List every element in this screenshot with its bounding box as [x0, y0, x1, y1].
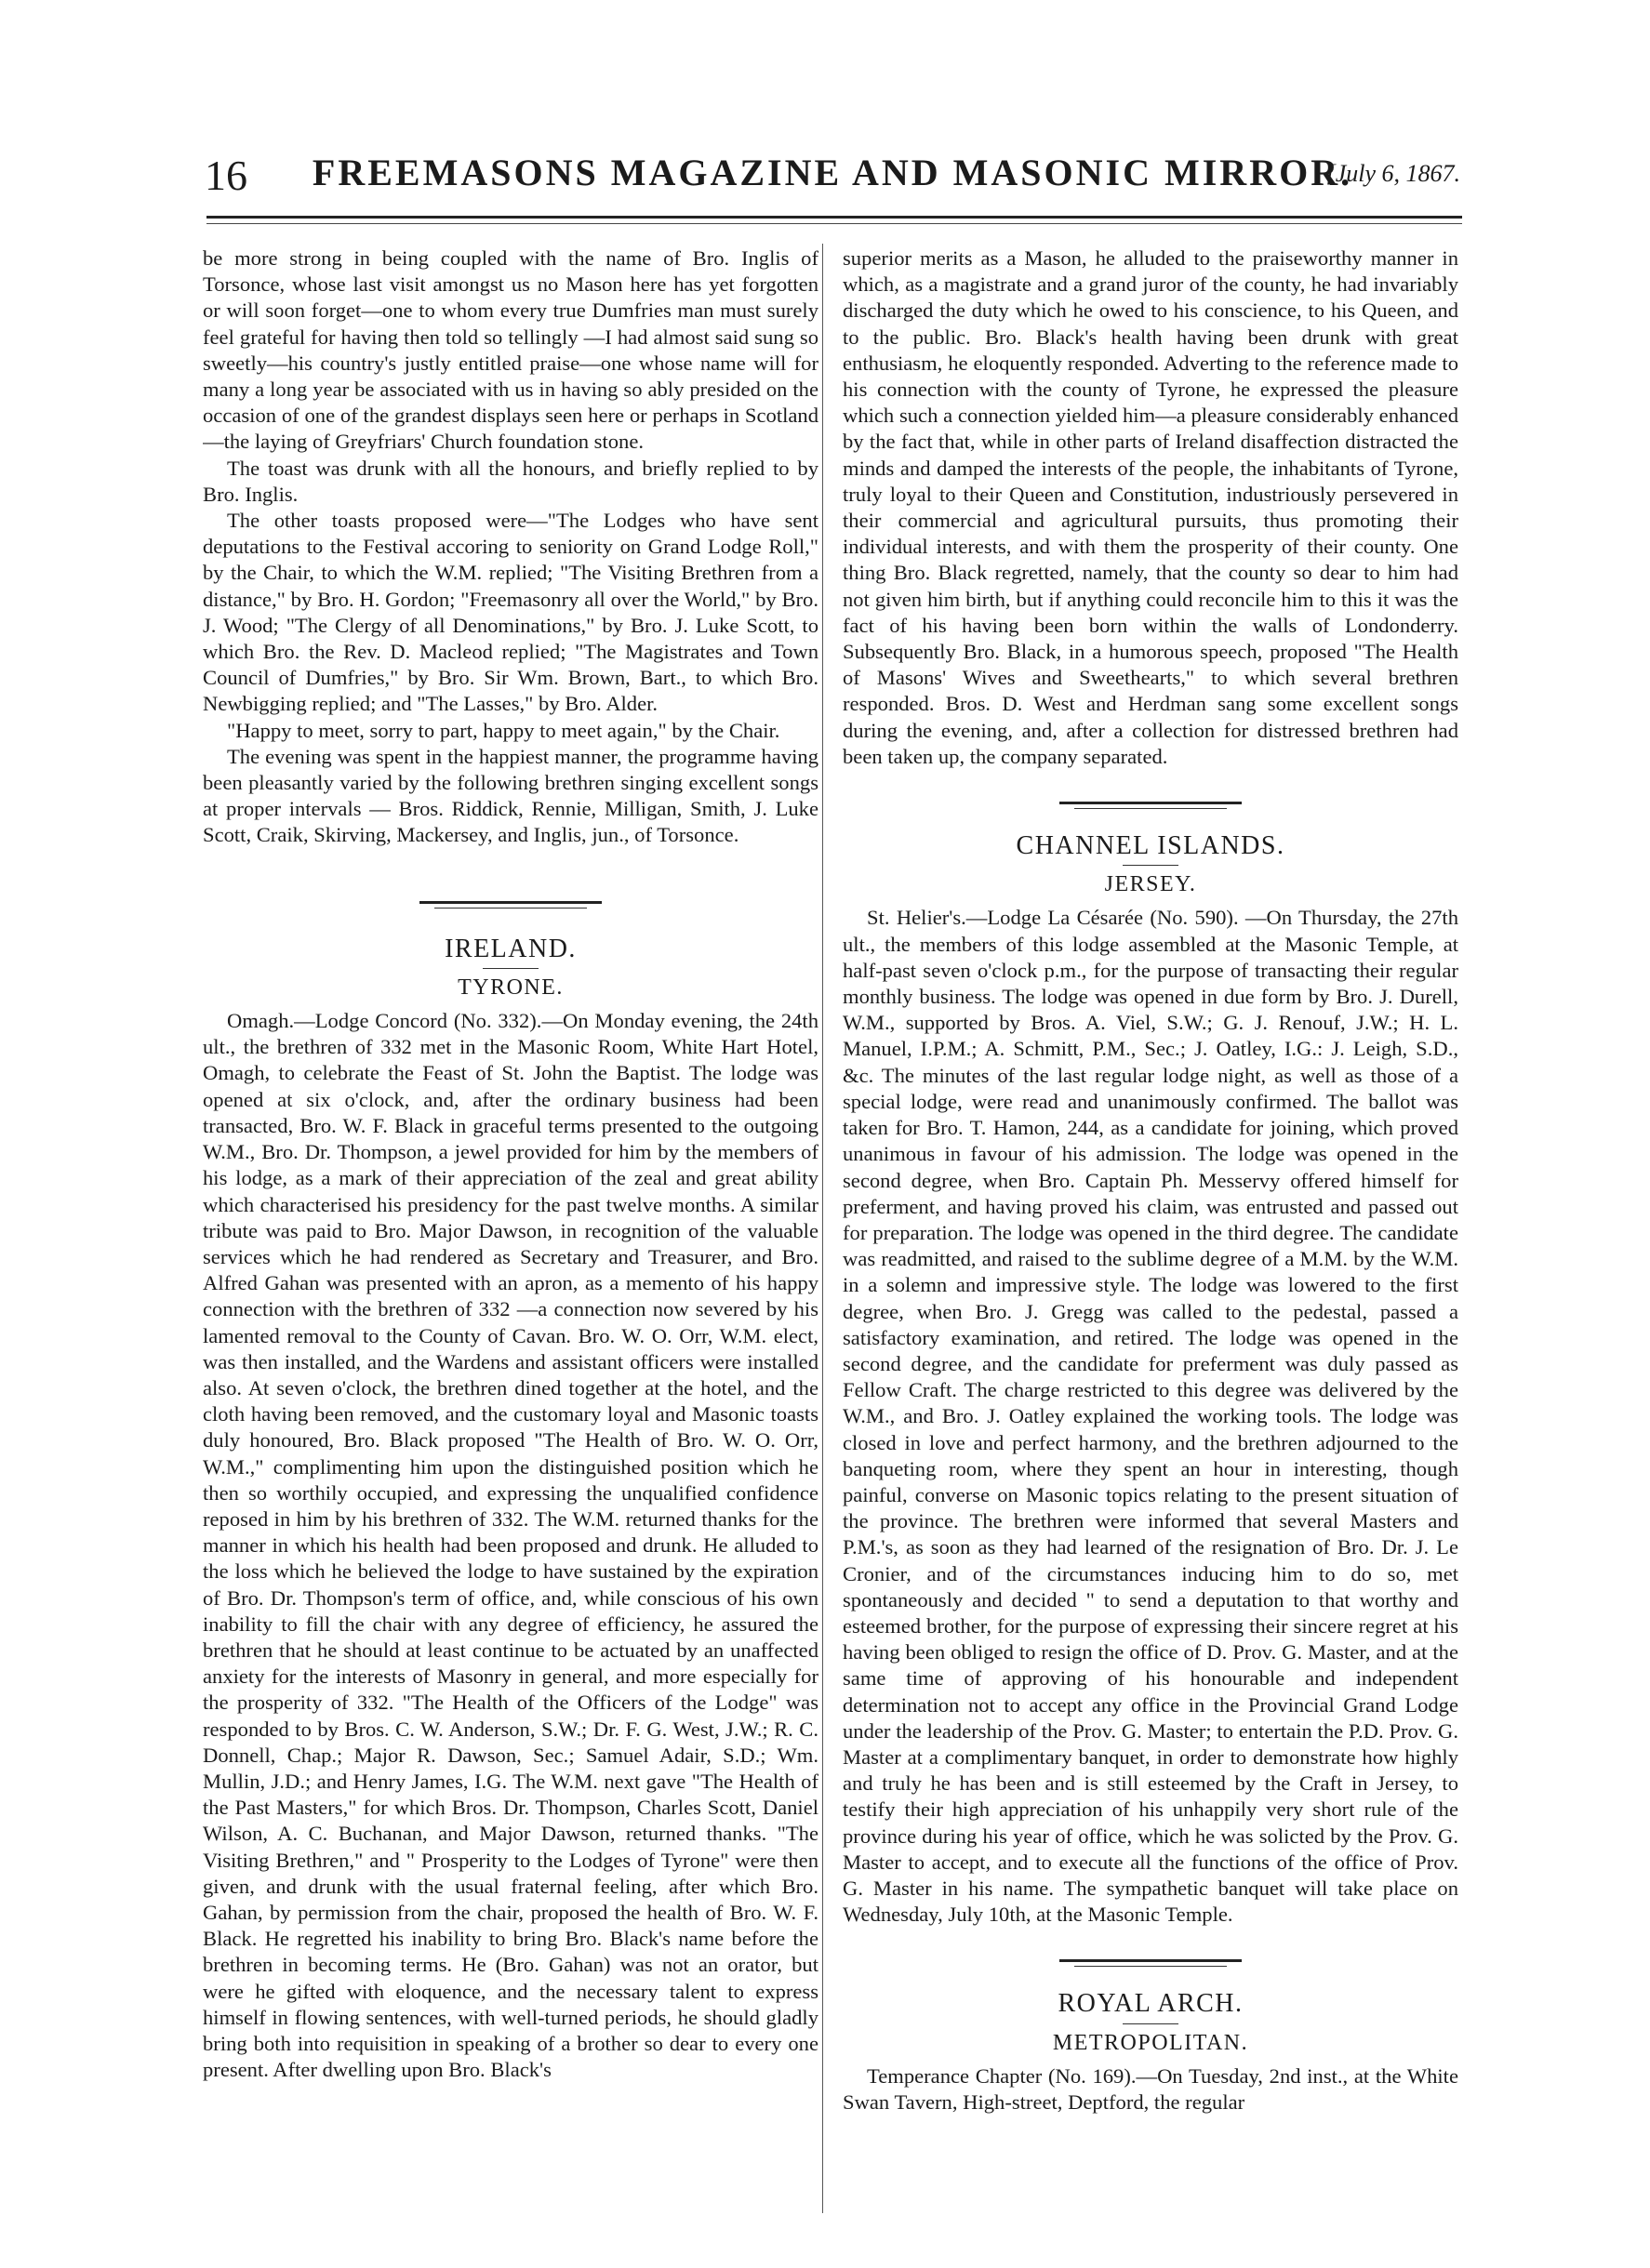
issue-date: [July 6, 1867. — [1325, 160, 1460, 187]
section-divider — [419, 901, 602, 909]
subheading-jersey: JERSEY. — [1104, 872, 1197, 897]
subheading-metropolitan: METROPOLITAN. — [1052, 2030, 1249, 2055]
short-rule — [483, 968, 539, 969]
paragraph: be more strong in being coupled with the name of Bro. Inglis of Torsonce, whose last visit amongst us no Mason here has yet forgotten or will soon forget—one to whom every true Dumfries man must surely feel grateful for having then told so tellingly —I had almost said sung so sweetly—his country's justly entitled praise—one whose name will for many a long year be associated with us in having so ably presided on the occasion of one of the grandest displays seen here or perhaps in Scotland —the laying of Greyfriars' Church foundation stone. — [203, 246, 818, 454]
column-divider — [822, 244, 823, 2213]
paragraph: St. Helier's.—Lodge La Césarée (No. 590). —On Thursday, the 27th ult., the members of this lodge assembled at the Masonic Temple, at half-past seven o'clock p.m., for the purpose of transacting their regular monthly business. The lodge was opened in due form by Bro. J. Durell, W.M., supported by Bros. A. Viel, S.W.; G. J. Renouf, J.W.; H. L. Manuel, I.P.M.; A. Schmitt, P.M., Sec.; J. Oatley, I.G.: J. Leigh, S.D., &c. The minutes of the last regular lodge night, as well as those of a special lodge, were read and unanimously confirmed. The ballot was taken for Bro. T. Hamon, 244, as a candidate for joining, which proved unanimous in favour of his admission. The lodge was opened in the second degree, when Bro. Captain Ph. Messervy offered himself for preferment, and having proved his claim, was entrusted and passed out for preparation. The lodge was opened in the third degree. The candidate was readmitted, and raised to the sublime degree of a M.M. by the W.M. in a solemn and impressive style. The lodge was lowered to the first degree, when Bro. J. Gregg was called to the pedestal, passed a satisfactory examination, and retired. The lodge was opened in the second degree, and the candidate for preferment was duly passed as Fellow Craft. The charge restricted to this degree was delivered by the W.M., and Bro. J. Oatley explained the working tools. The lodge was closed in love and perfect harmony, and the brethren adjourned to the banqueting room, where they spent an hour in interesting, though painful, converse on Masonic topics relating to the present situation of the province. The brethren were informed that several Masters and P.M.'s, as soon as they had learned of the resignation of Bro. Dr. J. Le Cronier, and of the circumstances inducing him to do so, met spontaneously and decided " to send a deputation to that worthy and esteemed brother, for the purpose of expressing their sincere regret at his having been obliged to resign the office of D. Prov. G. Master, and at the same time of approving of his honourable and independent determination not to accept any office in the Provincial Grand Lodge under the leadership of the Prov. G. Master; to entertain the P.D. Prov. G. Master at a complimentary banquet, in order to demonstrate how highly and truly he has been and is still esteemed by the Craft in Jersey, to testify their high appreciation of his unhappily very short rule of the province during his year of office, which he was solicted by the Prov. G. Master to accept, and to execute all the functions of the office of Prov. G. Master in his name. The sympathetic banquet will take place on Wednesday, July 10th, at the Masonic Temple. — [843, 906, 1458, 1927]
section-heading-ireland: IRELAND. — [445, 934, 577, 963]
page-header — [205, 139, 1460, 205]
section-heading-royal-arch: ROYAL ARCH. — [1058, 1989, 1244, 2019]
masthead-title: FREEMASONS MAGAZINE AND MASONIC MIRROR. — [312, 152, 1353, 193]
paragraph: The toast was drunk with all the honours, and briefly replied to by Bro. Inglis. — [203, 456, 818, 506]
section-divider — [1059, 802, 1242, 809]
left-column — [203, 245, 818, 2212]
paragraph: "Happy to meet, sorry to part, happy to meet again," by the Chair. — [227, 718, 780, 742]
paragraph: The other toasts proposed were—"The Lodges who have sent deputations to the Festival accoring to seniority on Grand Lodge Roll," by the Chair, to which the W.M. replied; "The Visiting Brethren from a distance," by Bro. H. Gordon; "Freemasonry all over the World," by Bro. J. Wood; "The Clergy of all Denominations," by Bro. J. Luke Scott, to which Bro. the Rev. D. Macleod replied; "The Magistrates and Town Council of Dumfries," by Bro. Sir Wm. Brown, Bart., to which Bro. Newbigging replied; and "The Lasses," by Bro. Alder. — [203, 509, 818, 716]
paragraph: Temperance Chapter (No. 169).—On Tuesday, 2nd inst., at the White Swan Tavern, High-street, Deptford, the regular — [843, 2063, 1458, 2114]
header-rule — [206, 216, 1462, 219]
header-rule-thin — [206, 223, 1462, 224]
paragraph: superior merits as a Mason, he alluded to the praiseworthy manner in which, as a magistrate and a grand juror of the county, he had invariably discharged the duty which he owed to his conscience, to his Queen, and to the public. Bro. Black's health having been drunk with great enthusiasm, he eloquently responded. Adverting to the reference made to his connection with the county of Tyrone, he expressed the pleasure which such a connection yielded him—a pleasure considerably enhanced by the fact that, while in other parts of Ireland disaffection distracted the minds and damped the interests of the people, the inhabitants of Tyrone, truly loyal to their Queen and Constitution, industriously persevered in their commercial and agricultural pursuits, thus promoting their individual interests, and with them the prosperity of their county. One thing Bro. Black regretted, namely, that the county so dear to him had not given him birth, but if anything could reconcile him to this it was the fact of his having been born within the walls of Londonderry. Subsequently Bro. Black, in a humorous speech, proposed "The Health of Masons' Wives and Sweethearts," to which several brethren responded. Bros. D. West and Herdman sang some excellent songs during the evening, and, after a collection for distressed brethren had been taken up, the company separated. — [843, 246, 1458, 768]
short-rule — [1123, 2023, 1178, 2024]
section-divider — [1059, 1959, 1242, 1967]
section-heading-channel-islands: CHANNEL ISLANDS. — [1016, 831, 1285, 861]
right-column — [843, 245, 1458, 2212]
page-number: 16 — [205, 152, 247, 199]
paragraph: Omagh.—Lodge Concord (No. 332).—On Monday evening, the 24th ult., the brethren of 332 met in the Masonic Room, White Hart Hotel, Omagh, to celebrate the Feast of St. John the Baptist. The lodge was opened at six o'clock, and, after the ordinary business had been transacted, Bro. W. F. Black in graceful terms presented to the outgoing W.M., Bro. Dr. Thompson, a jewel provided for him by the members of his lodge, as a mark of their appreciation of the zeal and great ability which characterised his presidency for the past twelve months. A similar tribute was paid to Bro. Major Dawson, in recognition of the valuable services which he had rendered as Secretary and Treasurer, and Bro. Alfred Gahan was presented with an apron, as a memento of his happy connection with the brethren of 332 —a connection now severed by his lamented removal to the County of Cavan. Bro. W. O. Orr, W.M. elect, was then installed, and the Wardens and assistant officers were installed also. At seven o'clock, the brethren dined together at the hotel, and the cloth having been removed, and the customary loyal and Masonic toasts duly honoured, Bro. Black proposed "The Health of Bro. W. O. Orr, W.M.," complimenting him upon the distinguished position which he then so worthily occupied, and expressing the unqualified confidence reposed in him by his brethren of 332. The W.M. returned thanks for the manner in which his health had been proposed and drunk. He alluded to the loss which he believed the lodge to have sustained by the expiration of Bro. Dr. Thompson's term of office, and, while conscious of his own inability to fill the chair with any degree of efficiency, he assured the brethren that he should at least continue to be actuated by an unaffected anxiety for the interests of Masonry in general, and more especially for the prosperity of 332. "The Health of the Officers of the Lodge" was responded to by Bros. C. W. Anderson, S.W.; Dr. F. G. West, J.W.; R. C. Donnell, Chap.; Major R. Dawson, Sec.; Samuel Adair, S.D.; Wm. Mullin, J.D.; and Henry James, I.G. The W.M. next gave "The Health of the Past Masters," for which Bros. Dr. Thompson, Charles Scott, Daniel Wilson, A. C. Buchanan, and Major Dawson, returned thanks. "The Visiting Brethren," and " Prosperity to the Lodges of Tyrone" were then given, and drunk with the usual fraternal feeling, after which Bro. Gahan, by permission from the chair, proposed the health of Bro. W. F. Black. He regretted his inability to bring Bro. Black's name before the brethren in becoming terms. He (Bro. Gahan) was not an orator, but were he gifted with eloquence, and the necessary talent to express himself in flowing sentences, with well-turned periods, he should gladly bring both into requisition in speaking of a brother so dear to every one present. After dwelling upon Bro. Black's — [203, 1009, 818, 2082]
subheading-tyrone: TYRONE. — [458, 975, 564, 1000]
short-rule — [1123, 865, 1178, 866]
paragraph: The evening was spent in the happiest manner, the programme having been pleasantly varied by the following brethren singing excellent songs at proper intervals — Bros. Riddick, Rennie, Milligan, Smith, J. Luke Scott, Craik, Skirving, Mackersey, and Inglis, jun., of Torsonce. — [203, 744, 818, 847]
